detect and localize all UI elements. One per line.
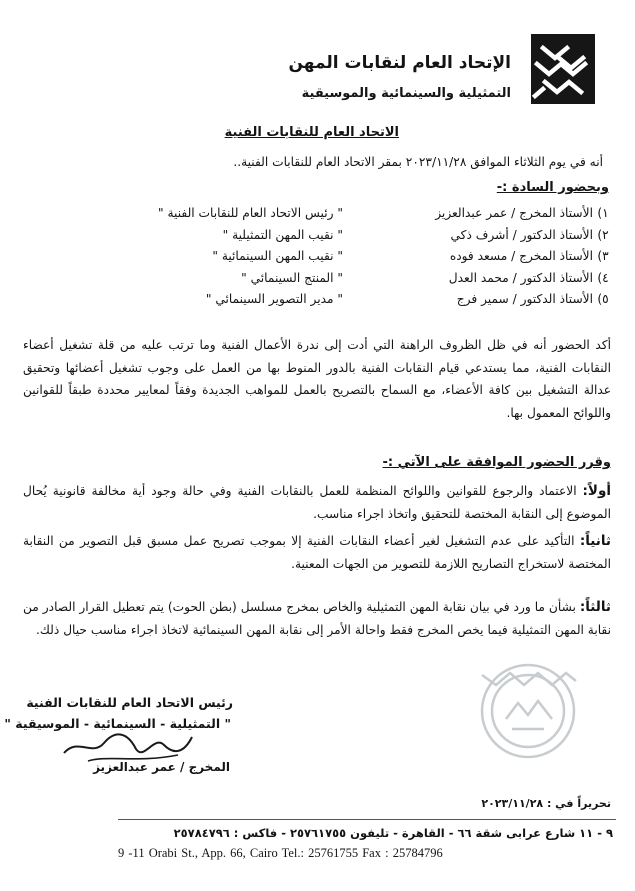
signature-title: رئيس الاتحاد العام للنقابات الفنية [26, 695, 233, 710]
footer-divider [118, 819, 616, 820]
intro-line: أنه في يوم الثلاثاء الموافق ٢٠٢٣/١١/٢٨ بمقر الاتحاد العام للنقابات الفنية.. [233, 155, 603, 169]
attendee-role: " مدير التصوير السينمائي " [205, 292, 343, 306]
attendance-heading: وبحضور السادة :- [496, 180, 609, 195]
attendee-role: " رئيس الاتحاد العام للنقابات الفنية " [158, 206, 343, 220]
attendee-name: الأستاذ الدكتور / سمير فرج [456, 292, 593, 306]
resolution-third [23, 596, 611, 642]
org-subtitle: التمثيلية والسينمائية والموسيقية [301, 86, 511, 101]
resolved-heading: وقرر الحضور الموافقة على الآتي :- [382, 455, 611, 470]
date-line: تحريراً في : ٢٠٢٣/١١/٢٨ [481, 797, 611, 810]
attendee-row [51, 203, 611, 225]
attendee-name: الأستاذ الدكتور / محمد العدل [448, 270, 593, 285]
attendee-role: " نقيب المهن التمثيلية " [222, 227, 343, 242]
attendee-name: الأستاذ الدكتور / أشرف ذكي [450, 227, 593, 242]
resolution-second [23, 530, 611, 576]
attendee-role: " نقيب المهن السينمائية " [212, 249, 343, 263]
attendee-number: ٣) [597, 249, 609, 263]
attendee-row [51, 246, 611, 268]
document-title: الاتحاد العام للنقابات الفنية [224, 125, 399, 140]
footer-address-arabic: ٩ - ١١ شارع عرابى شقة ٦٦ - القاهرة - تليفون ٢٥٧٦١٧٥٥ - فاكس : ٢٥٧٨٤٧٩٦ [173, 826, 613, 840]
confirmation-paragraph: أكد الحضور أنه في ظل الظروف الراهنة التي أدت إلى ندرة الأعمال الفنية وما ترتب عليه من قلة تشغيل أعضاء النقابات الفنية، مما يستدعي قيام النقابات الفنية بالدور المنوط بها من العمل على وجوب تشغيل أعضائها وتحقيق عدالة التشغيل بين كافة الأعضاء، مع السماح بالتصريح بالعمل للمواهب الجديدة وفقاً لمعايير محددة طبقاً للقوانين واللوائح المعمول بها. [23, 338, 611, 420]
signature-name: المخرج / عمر عبدالعزيز [93, 760, 230, 774]
attendee-number: ٢) [597, 227, 609, 242]
attendee-name: الأستاذ المخرج / عمر عبدالعزيز [435, 206, 593, 220]
attendee-role: " المنتج السينمائي " [241, 270, 343, 285]
resolution-label: أولاً: [582, 483, 611, 499]
resolution-label: ثالثاً: [579, 599, 611, 615]
signature-subtitle: " التمثيلية - السينمائية - الموسيقية " [4, 716, 231, 731]
attendee-row [51, 225, 611, 247]
attendee-number: ٤) [597, 270, 609, 285]
attendee-name: الأستاذ المخرج / مسعد فوده [449, 249, 593, 263]
official-stamp [472, 655, 584, 767]
resolution-label: ثانياً: [579, 533, 611, 549]
footer-address-english: 9 -11 Orabi St., App. 66, Cairo Tel.: 25761755 Fax : 25784796 [118, 846, 443, 860]
attendee-list [51, 203, 611, 311]
resolution-first [23, 480, 611, 526]
resolution-text: بشأن ما ورد في بيان نقابة المهن التمثيلية والخاص بمخرج مسلسل (بطن الحوت) يتم تعطيل القرار الصادر من نقابة المهن التمثيلية فيما يخص المخرج فقط واحالة الأمر إلى نقابة المهن السينمائية لاتخاذ اجراء مناسب حيال ذلك. [23, 600, 611, 637]
attendee-row [51, 289, 611, 311]
attendee-number: ١) [597, 206, 609, 220]
union-logo [531, 34, 595, 104]
attendee-row [51, 268, 611, 290]
org-title: الإتحاد العام لنقابات المهن [288, 53, 511, 73]
resolution-text: التأكيد على عدم التشغيل لغير أعضاء النقابات الفنية إلا بموجب تصريح عمل مسبق قبل التصوير من النقابة المختصة لاستخراج التصاريح اللازمة للتصوير من الجهات المعنية. [23, 534, 611, 571]
resolution-text: الاعتماد والرجوع للقوانين واللوائح المنظمة للعمل بالنقابات الفنية وفي حالة وجود أية مخالفة قانونية يُحال الموضوع إلى النقابة المختصة للتحقيق واتخاذ اجراء مناسب. [23, 484, 611, 521]
attendee-number: ٥) [597, 292, 609, 306]
